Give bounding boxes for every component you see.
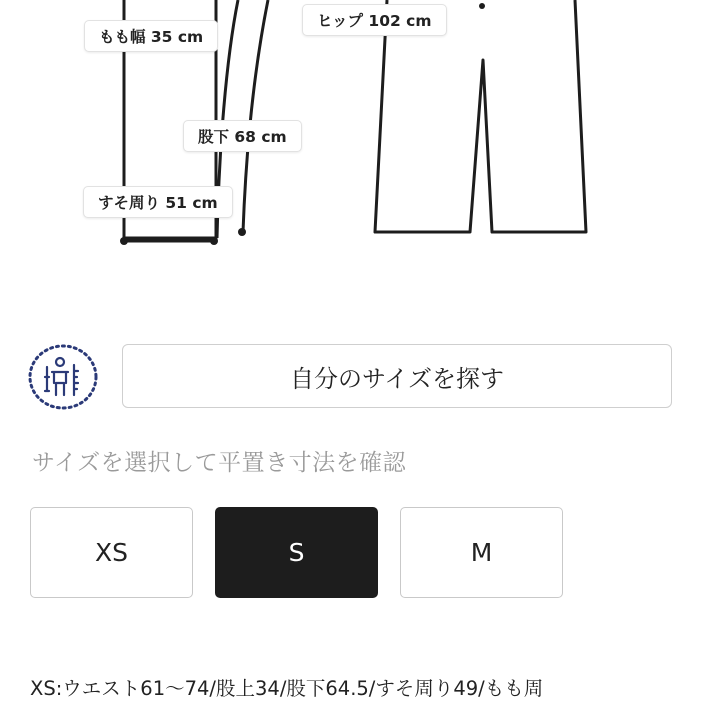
find-my-size-button[interactable] xyxy=(122,344,672,408)
pants-inseam-line xyxy=(243,0,268,232)
size-option-xs[interactable] xyxy=(30,507,193,598)
size-select-hint: サイズを選択して平置き寸法を確認 xyxy=(32,450,407,476)
size-option-label: XS xyxy=(95,538,128,567)
inseam-label: 股下 68 cm xyxy=(183,120,302,152)
hip-label: ヒップ 102 cm xyxy=(302,4,447,36)
hem-label: すそ周り 51 cm xyxy=(83,186,233,218)
thigh-width-label: もも幅 35 cm xyxy=(84,20,218,52)
size-option-label: M xyxy=(470,538,493,567)
size-option-s[interactable] xyxy=(215,507,378,598)
size-measurements-text: XS:ウエスト61〜74/股上34/股下64.5/すそ周り49/もも周 xyxy=(30,677,544,700)
size-option-label: S xyxy=(288,538,305,567)
find-my-size-label: 自分のサイズを探す xyxy=(289,364,505,393)
person-measure-icon[interactable] xyxy=(26,343,100,411)
size-option-m[interactable] xyxy=(400,507,563,598)
